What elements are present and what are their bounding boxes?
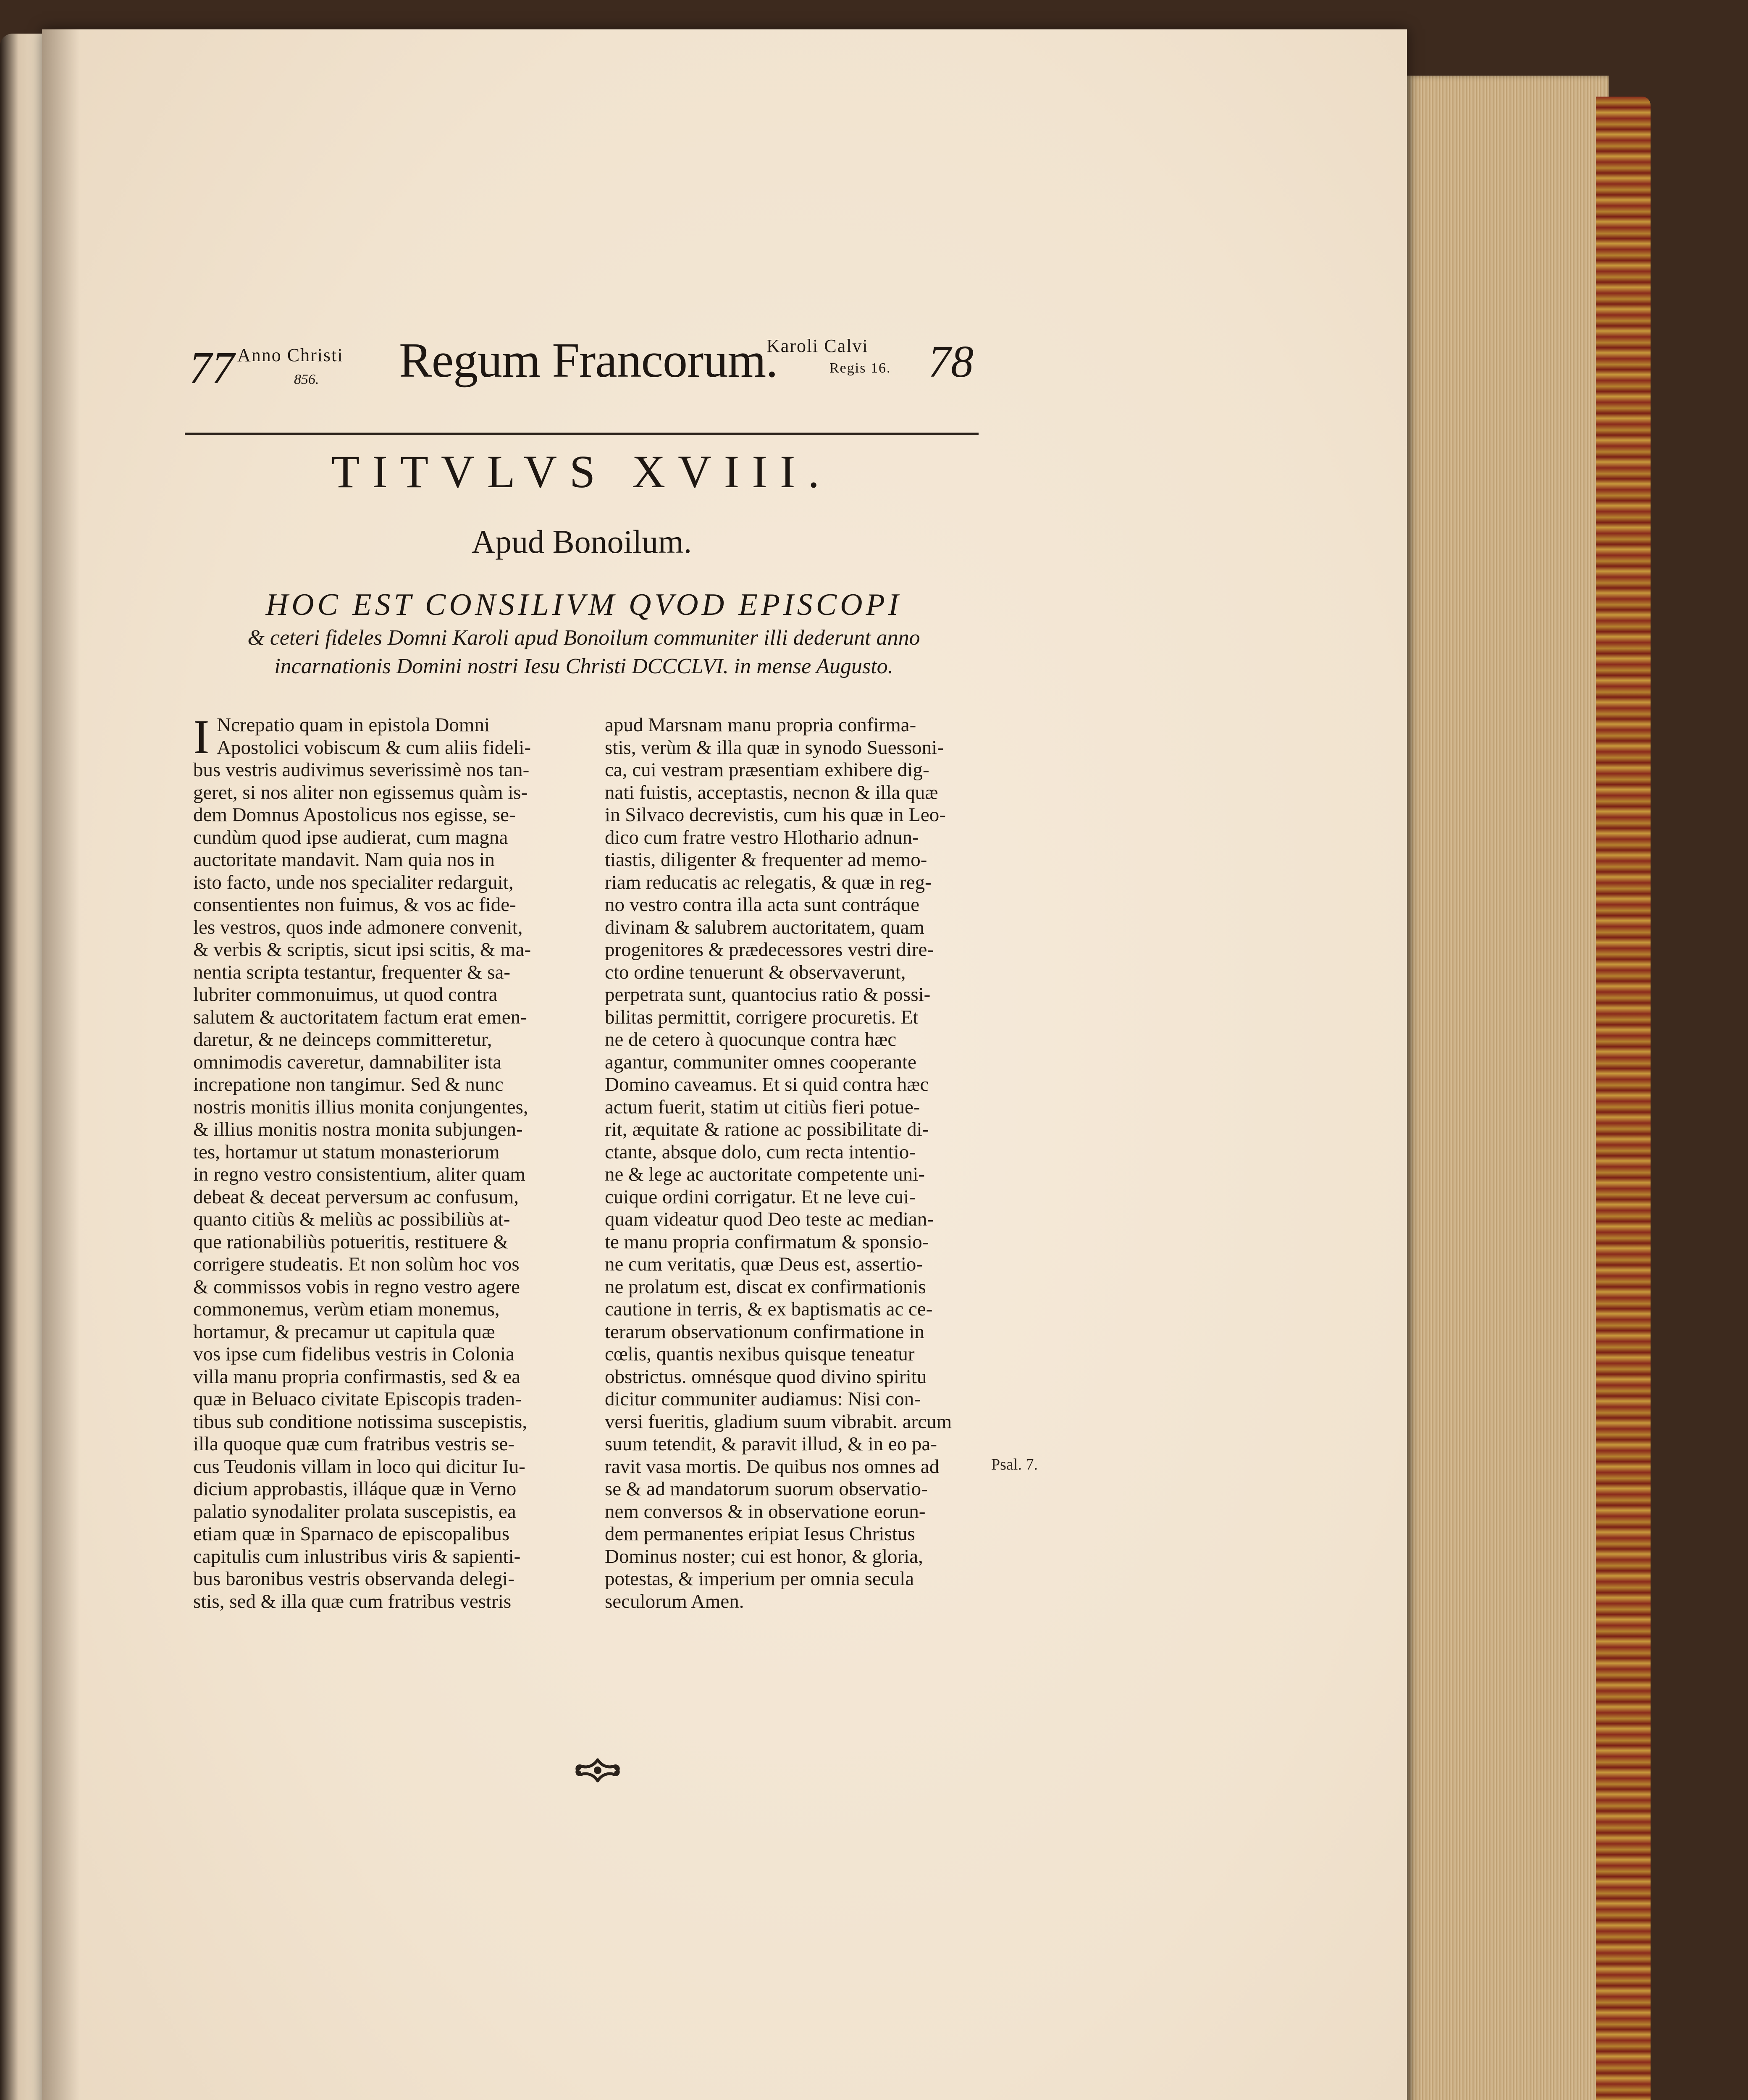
text-line: Apostolici vobiscum & cum aliis fideli- [217,736,531,759]
text-line: perpetrata sunt, quantocius ratio & possi- [605,984,931,1005]
text-line: isto facto, unde nos specialiter redarguit, [193,871,514,893]
text-line: cus Teudonis villam in loco qui dicitur Iu- [193,1455,525,1478]
text-line: stis, verùm & illa quæ in synodo Suessoni- [605,736,944,759]
text-line: increpatione non tangimur. Sed & nunc [193,1074,504,1095]
running-title: Regum Francorum. [399,333,778,388]
text-line: cuique ordini corrigatur. Et ne leve cui- [605,1186,916,1208]
text-line: & verbis & scriptis, sicut ipsi scitis, & ma- [193,939,531,961]
text-line: & illius monitis nostra monita subjungen- [193,1118,523,1140]
text-line: riam reducatis ac relegatis, & quæ in reg- [605,871,932,893]
drop-cap: I [193,710,210,764]
preamble-caps-line: HOC EST CONSILIVM QVOD EPISCOPI [265,588,902,622]
text-line: daretur, & ne deinceps committeretur, [193,1029,492,1050]
text-line: dicitur communiter audiamus: Nisi con- [605,1388,921,1410]
text-line: ne cum veritatis, quæ Deus est, assertio- [605,1253,923,1275]
text-line: ctante, absque dolo, cum recta intentio- [605,1141,916,1163]
text-line: quæ in Beluaco civitate Episcopis traden- [193,1388,522,1410]
text-line: vos ipse cum fidelibus vestris in Colonia [193,1343,514,1365]
text-line: hortamur, & precamur ut capitula quæ [193,1320,495,1343]
text-line: tes, hortamur ut statum monasteriorum [193,1141,500,1163]
gutter-shadow [42,29,80,2100]
text-line: tiastis, diligenter & frequenter ad memo- [605,849,927,871]
text-column-left [193,710,584,1613]
text-line: ne & lege ac auctoritate competente uni- [605,1163,925,1185]
text-line: commonemus, verùm etiam monemus, [193,1298,500,1320]
text-line: bus baronibus vestris observanda delegi- [193,1568,514,1590]
text-line: corrigere studeatis. Et non solùm hoc vos [193,1253,520,1275]
text-line: nentia scripta testantur, frequenter & sa- [193,961,511,983]
text-line: nem conversos & in observatione eorun- [605,1500,926,1522]
text-line: salutem & auctoritatem factum erat emen- [193,1006,527,1028]
margin-note: Psal. 7. [991,1456,1038,1473]
text-line: obstrictus. omnésque quod divino spiritu [605,1365,927,1388]
text-line: auctoritate mandavit. Nam quia nos in [193,849,495,871]
text-line: Ncrepatio quam in epistola Domni [217,714,490,736]
subtitle: Apud Bonoilum. [471,523,692,560]
anno-year: 856. [294,372,319,387]
text-line: terarum observationum confirmatione in [605,1320,924,1343]
regis-label: Regis 16. [829,360,891,376]
karoli-label: Karoli Calvi [766,336,869,356]
text-line: cautione in terris, & ex baptismatis ac ce- [605,1298,933,1320]
text-line: les vestros, quos inde admonere convenit, [193,916,523,938]
text-line: bus vestris audivimus severissimè nos tan- [193,759,530,781]
text-line: illa quoque quæ cum fratribus vestris se- [193,1433,514,1455]
text-line: ca, cui vestram præsentiam exhibere dig- [605,759,929,781]
running-header [181,323,979,407]
text-line: villa manu propria confirmastis, sed & ea [193,1365,521,1388]
text-line: quam videatur quod Deo teste ac median- [605,1208,934,1230]
text-line: potestas, & imperium per omnia secula [605,1568,914,1590]
text-line: etiam quæ in Sparnaco de episcopalibus [193,1523,510,1545]
text-column-right [605,714,995,1613]
text-line: divinam & salubrem auctoritatem, quam [605,916,924,938]
preamble-line-3: incarnationis Domini nostri Iesu Christi DCCCLVI. in mense Augusto. [274,654,893,678]
text-line: cœlis, quantis nexibus quisque teneatur [605,1343,915,1365]
text-line: in Silvaco decrevistis, cum his quæ in Leo- [605,804,946,826]
left-page-edge [0,34,46,2100]
text-line: quanto citiùs & meliùs ac possibiliùs at- [193,1208,510,1230]
text-line: omnimodis caveretur, damnabiliter ista [193,1051,502,1073]
text-line: in regno vestro consistentium, aliter quam [193,1163,525,1185]
titulus-heading: TITVLVS XVIII. [331,446,832,497]
text-line: dem permanentes eripiat Iesus Christus [605,1523,915,1545]
text-line: debeat & deceat perversum ac confusum, [193,1186,519,1208]
text-line: cto ordine tenuerunt & observaverunt, [605,961,906,983]
text-line: palatio synodaliter prolata suscepistis, ea [193,1500,516,1522]
marbled-cover-edge [1596,97,1651,2100]
text-line: seculorum Amen. [605,1590,744,1612]
text-line: ne de cetero à quocunque contra hæc [605,1029,897,1050]
text-line: ravit vasa mortis. De quibus nos omnes ad [605,1455,940,1478]
text-line: tibus sub conditione notissima suscepistis, [193,1410,528,1433]
text-line: ne prolatum est, discat ex confirmationis [605,1276,926,1298]
text-line: cundùm quod ipse audierat, cum magna [193,826,508,848]
text-line: nostris monitis illius monita conjungentes, [193,1096,528,1118]
header-rule [185,433,979,435]
text-line: dico cum fratre vestro Hlothario adnun- [605,826,919,848]
text-line: geret, si nos aliter non egissemus quàm is- [193,781,528,803]
text-line: nati fuistis, acceptastis, necnon & illa quæ [605,781,938,803]
text-line: capitulis cum inlustribus viris & sapienti- [193,1545,521,1567]
anno-label: Anno Christi [237,345,344,365]
text-line: te manu propria confirmatum & sponsio- [605,1231,929,1253]
text-line: consentientes non fuimus, & vos ac fide- [193,894,516,916]
text-line: Domino caveamus. Et si quid contra hæc [605,1074,929,1095]
text-line: rit, æquitate & ratione ac possibilitate di- [605,1118,929,1140]
text-line: lubriter commonuimus, ut quod contra [193,984,498,1005]
right-page-number: 78 [928,337,974,387]
text-line: dicium approbastis, illáque quæ in Verno [193,1478,517,1500]
text-line: & commissos vobis in regno vestro agere [193,1276,520,1298]
text-line: agantur, communiter omnes cooperante [605,1051,917,1073]
preamble [181,586,987,681]
text-line: se & ad mandatorum suorum observatio- [605,1478,928,1500]
text-line: progenitores & prædecessores vestri dire- [605,939,934,961]
fleuron-ornament-icon [570,1754,625,1787]
page-block-edges [1407,76,1609,2100]
text-line: apud Marsnam manu propria confirma- [605,714,916,736]
text-line: dem Domnus Apostolicus nos egisse, se- [193,804,516,826]
text-line: versi fueritis, gladium suum vibrabit. arcum [605,1410,952,1433]
text-line: no vestro contra illa acta sunt contráque [605,894,920,916]
text-line: Dominus noster; cui est honor, & gloria, [605,1545,923,1567]
text-line: bilitas permittit, corrigere procuretis. Et [605,1006,919,1028]
text-line: stis, sed & illa quæ cum fratribus vestris [193,1590,512,1612]
text-line: suum tetendit, & paravit illud, & in eo pa- [605,1433,937,1455]
text-line: que rationabiliùs potueritis, restituere & [193,1231,509,1253]
left-page-number: 77 [189,343,234,393]
preamble-line-2: & ceteri fideles Domni Karoli apud Bonoilum communiter illi dederunt anno [247,626,920,650]
text-line: actum fuerit, statim ut citiùs fieri potue- [605,1096,920,1118]
